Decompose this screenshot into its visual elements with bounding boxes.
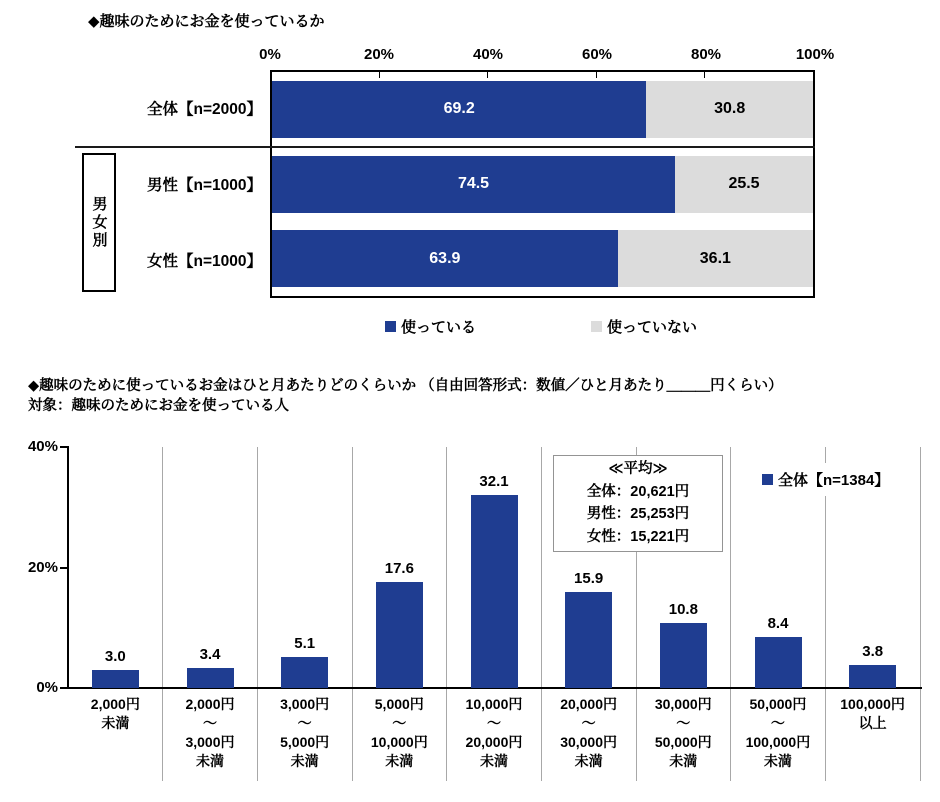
category-label-line: 5,000円 (374, 696, 424, 712)
category-label-line: 30,000円 (560, 734, 618, 750)
chart1-group-label-box (82, 153, 116, 292)
legend-item-label: 使っていない (607, 319, 698, 336)
bar (92, 670, 139, 688)
bar-value-label: 3.4 (199, 645, 221, 663)
legend-swatch-icon (762, 474, 773, 485)
chart1-x-axis-labels (259, 46, 835, 66)
legend-swatch-icon (385, 321, 396, 332)
bar-value-label: 5.1 (294, 635, 316, 653)
y-axis-tick-label: 20% (27, 558, 58, 576)
category-label-line: ～ (486, 715, 501, 731)
average-line: 男性：25,253円 (586, 506, 690, 522)
bar (565, 592, 612, 688)
chart2-subtitle: 対象：趣味のためにお金を使っている人 (28, 398, 289, 414)
axis-tick-mark (60, 567, 67, 569)
average-line: 全体：20,621円 (586, 483, 690, 500)
bar-value-label: 17.6 (384, 559, 414, 577)
category-label-line: ～ (202, 715, 217, 731)
category-label-line: 20,000円 (560, 696, 618, 712)
bar (281, 657, 328, 688)
legend-item (385, 316, 476, 337)
x-axis-tick-label: 40% (472, 46, 504, 63)
y-axis-tick-label: 0% (36, 679, 58, 696)
bar-value-label: 15.9 (574, 570, 604, 588)
category-label (825, 695, 920, 771)
bar-value-label: 8.4 (767, 615, 789, 633)
legend-item-label: 使っている (401, 319, 477, 336)
category-label-line: 未満 (763, 753, 792, 769)
bar (187, 668, 234, 688)
stacked-bar (272, 81, 813, 138)
bar-value-label: 10.8 (668, 600, 698, 618)
chart1-group-label: 男女別 (90, 195, 108, 250)
category-label-line: 未満 (290, 753, 319, 769)
category-label-line: 未満 (574, 753, 603, 769)
category-label-line: 10,000円 (370, 734, 428, 750)
category-label-line: 30,000円 (654, 696, 712, 712)
category-label-line: 100,000円 (840, 696, 905, 712)
category-label-line: ～ (392, 715, 407, 731)
bar-segment-not-using: 30.8 (646, 81, 813, 138)
bar (755, 637, 802, 688)
chart2-category-labels (68, 695, 920, 771)
category-label-line: 100,000円 (745, 734, 811, 750)
row-label: 女性【n=1000】 (146, 253, 262, 270)
category-label-line: ～ (581, 715, 596, 731)
legend-swatch-icon (591, 321, 602, 332)
category-label (163, 695, 258, 771)
axis-tick-mark (60, 687, 67, 689)
category-label (257, 695, 352, 771)
chart2-legend (752, 463, 901, 496)
stacked-bar-row (272, 147, 813, 222)
axis-tick-mark (60, 446, 67, 448)
x-axis-tick-label: 20% (363, 46, 395, 63)
category-label-line: 未満 (669, 753, 698, 769)
category-label-line: 50,000円 (749, 696, 807, 712)
x-axis-tick-label: 100% (795, 46, 835, 63)
category-label-line: 未満 (479, 753, 508, 769)
bar-value-label: 32.1 (479, 472, 509, 490)
x-axis-tick-label: 0% (259, 46, 281, 63)
chart1-title: ◆趣味のためにお金を使っているか (88, 13, 325, 30)
bar-segment-using: 74.5 (272, 156, 675, 213)
bar (849, 665, 896, 688)
x-axis-tick-label: 80% (690, 46, 722, 63)
stacked-bar-row (272, 72, 813, 147)
category-label (68, 695, 163, 771)
stacked-bar (272, 230, 813, 287)
category-label-line: 2,000円 (90, 696, 140, 712)
bar (660, 623, 707, 688)
category-label-line: 20,000円 (465, 734, 523, 750)
bar-segment-not-using: 25.5 (675, 156, 813, 213)
category-label-line: ～ (770, 715, 785, 731)
category-label (541, 695, 636, 771)
chart2-average-annotation-box (553, 455, 723, 552)
average-box-lines (554, 481, 722, 549)
category-label-line: 5,000円 (280, 734, 330, 750)
bar (376, 582, 423, 688)
category-label (636, 695, 731, 771)
row-label: 全体【n=2000】 (146, 101, 262, 118)
legend-item (591, 316, 697, 337)
category-label-line: 50,000円 (654, 734, 712, 750)
category-label-line: 2,000円 (185, 696, 235, 712)
x-axis-tick-label: 60% (581, 46, 613, 63)
category-label-line: 未満 (385, 753, 414, 769)
chart1-group-divider-line (75, 146, 815, 148)
row-label: 男性【n=1000】 (146, 177, 262, 194)
stacked-bar (272, 156, 813, 213)
bar-segment-using: 63.9 (272, 230, 618, 287)
chart2-legend-label: 全体【n=1384】 (778, 472, 890, 489)
bar-segment-using: 69.2 (272, 81, 646, 138)
category-label (731, 695, 826, 771)
category-label-line: 10,000円 (465, 696, 523, 712)
category-label-line: 3,000円 (185, 734, 235, 750)
category-label-line: ～ (676, 715, 691, 731)
bar (471, 495, 518, 688)
category-label-line: 以上 (858, 715, 887, 731)
category-label-line: 未満 (101, 715, 130, 731)
bar-segment-not-using: 36.1 (618, 230, 813, 287)
category-label-line: ～ (297, 715, 312, 731)
category-label-line: 未満 (195, 753, 224, 769)
category-label (352, 695, 447, 771)
average-line: 女性：15,221円 (586, 528, 690, 545)
bar-value-label: 3.8 (862, 643, 884, 661)
stacked-bar-row (272, 221, 813, 296)
chart1-plot-area (270, 70, 815, 298)
average-box-title: ≪平均≫ (608, 461, 668, 477)
category-label (447, 695, 542, 771)
chart2-y-axis-line (67, 446, 69, 688)
chart2-title: ◆趣味のために使っているお金はひと月あたりどのくらいか （自由回答形式：数値／ひと月あたり＿＿＿円くらい） (28, 378, 783, 394)
y-axis-tick-label: 40% (27, 438, 58, 455)
category-label-line: 3,000円 (280, 696, 330, 712)
bar-value-label: 3.0 (104, 647, 126, 665)
